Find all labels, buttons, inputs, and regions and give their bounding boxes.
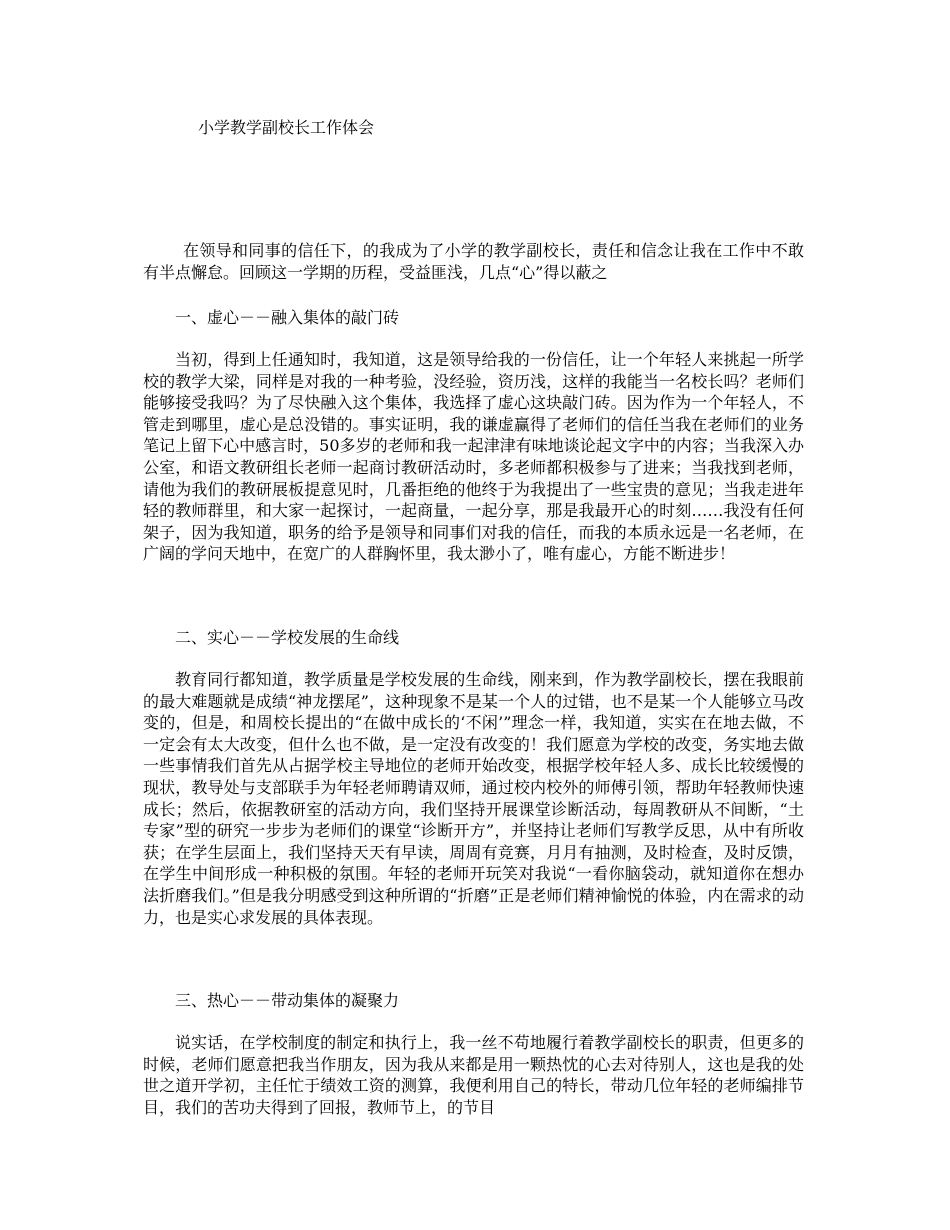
intro-paragraph: 在领导和同事的信任下，的我成为了小学的教学副校长，责任和信念让我在工作中不敢有半点懈怠。回顾这一学期的历程，受益匪浅，几点“心”得以蔽之 (143, 241, 804, 282)
section-body-3: 说实话，在学校制度的制定和执行上，我一丝不苟地履行着教学副校长的职责，但更多的时候，老师们愿意把我当作朋友，因为我从来都是用一颗热忱的心去对待别人，这也是我的处世之道开学初，主任忙于绩效工资的测算，我便利用自己的特长，带动几位年轻的老师编排节目，我们的苦功夫得到了回报，教师节上，的节目 (143, 1033, 804, 1117)
section-heading-3: 三、热心－－带动集体的凝聚力 (175, 991, 400, 1010)
section-body-2: 教育同行都知道，教学质量是学校发展的生命线，刚来到，作为教学副校长，摆在我眼前的最大难题就是成绩“神龙摆尾”，这种现象不是某一个人的过错，也不是某一个人能够立马改变的，但是，和周校长提出的“在做中成长的‘不闲’”理念一样，我知道，实实在在地去做，不一定会有太大改变，但什么也不做，是一定没有改变的！我们愿意为学校的改变，务实地去做一些事情我们首先从占据学校主导地位的老师开始改变，根据学校年轻人多、成长比较缓慢的现状，教导处与支部联手为年轻老师聘请双师，通过校内校外的师傅引领，帮助年轻教师快速成长；然后，依据教研室的活动方向，我们坚持开展课堂诊断活动，每周教研从不间断，“土专家”型的研究一步步为老师们的课堂“诊断开方”，并坚持让老师们写教学反思，从中有所收获；在学生层面上，我们坚持天天有早读，周周有竞赛，月月有抽测，及时检查，及时反馈，在学生中间形成一种积极的氛围。年轻的老师开玩笑对我说“一看你脑袋动，就知道你在想办法折磨我们。”但是我分明感受到这种所谓的“折磨”正是老师们精神愉悦的体验，内在需求的动力，也是实心求发展的具体表现。 (143, 670, 804, 927)
section-heading-1: 一、虚心－－融入集体的敲门砖 (175, 308, 400, 327)
section-heading-2: 二、实心－－学校发展的生命线 (175, 628, 400, 647)
section-body-1: 当初，得到上任通知时，我知道，这是领导给我的一份信任，让一个年轻人来挑起一所学校的教学大梁，同样是对我的一种考验，没经验，资历浅，这样的我能当一名校长吗？老师们能够接受我吗？为了尽快融入这个集体，我选择了虚心这块敲门砖。因为作为一个年轻人，不管走到哪里，虚心是总没错的。事实证明，我的谦虚赢得了老师们的信任当我在老师们的业务笔记上留下心中感言时，50多岁的老师和我一起津津有味地谈论起文字中的内容；当我深入办公室，和语文教研组长老师一起商讨教研活动时，多老师都积极参与了进来；当我找到老师，请他为我们的教研展板提意见时，几番拒绝的他终于为我提出了一些宝贵的意见；当我走进年轻的教师群里，和大家一起探讨，一起商量，一起分享，那是我最开心的时刻……我没有任何架子，因为我知道，职务的给予是领导和同事们对我的信任，而我的本质永远是一名老师，在广阔的学问天地中，在宽广的人群胸怀里，我太渺小了，唯有虚心，方能不断进步！ (143, 350, 804, 564)
document-title: 小学教学副校长工作体会 (198, 118, 375, 137)
